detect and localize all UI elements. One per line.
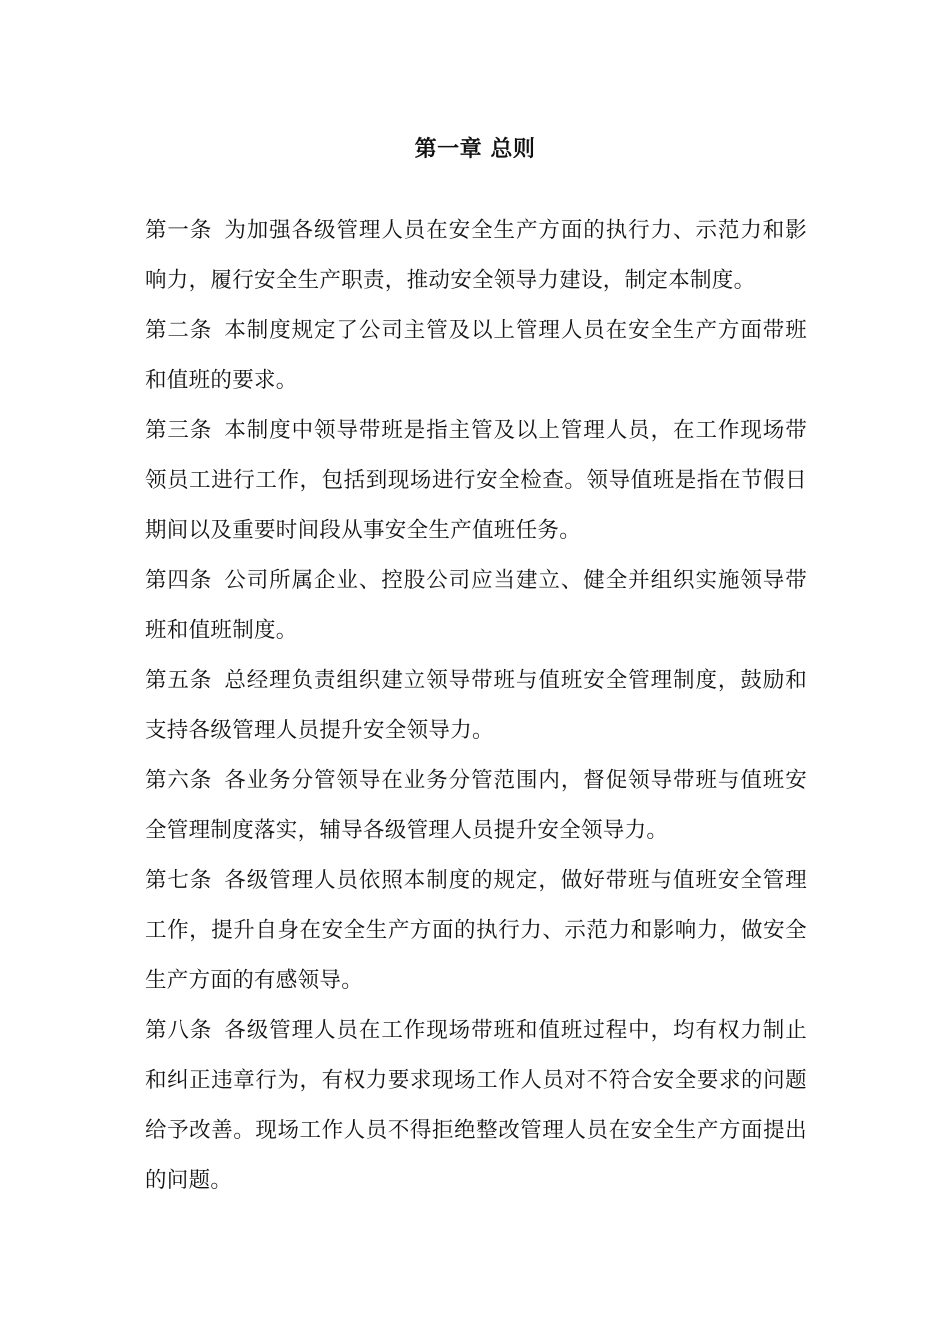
- article-text: 公司所属企业、控股公司应当建立、健全并组织实施领导带班和值班制度。: [145, 568, 807, 643]
- article-7: [145, 856, 807, 1006]
- article-text: 各级管理人员在工作现场带班和值班过程中，均有权力制止和纠正违章行为，有权力要求现场工作人员对不符合安全要求的问题给予改善。现场工作人员不得拒绝整改管理人员在安全生产方面提出的问题。: [145, 1018, 807, 1193]
- article-number: 第六条: [145, 768, 213, 793]
- article-2: [145, 306, 807, 406]
- article-text: 各级管理人员依照本制度的规定，做好带班与值班安全管理工作，提升自身在安全生产方面的执行力、示范力和影响力，做安全生产方面的有感领导。: [145, 868, 807, 993]
- article-number: 第四条: [145, 568, 213, 593]
- article-text: 本制度规定了公司主管及以上管理人员在安全生产方面带班和值班的要求。: [145, 318, 807, 393]
- article-number: 第二条: [145, 318, 213, 343]
- article-number: 第七条: [145, 868, 213, 893]
- article-text: 总经理负责组织建立领导带班与值班安全管理制度，鼓励和支持各级管理人员提升安全领导力。: [145, 668, 807, 743]
- document-body: [145, 206, 807, 1206]
- article-number: 第一条: [145, 218, 213, 243]
- article-number: 第八条: [145, 1018, 213, 1043]
- article-text: 本制度中领导带班是指主管及以上管理人员，在工作现场带领员工进行工作，包括到现场进行安全检查。领导值班是指在节假日期间以及重要时间段从事安全生产值班任务。: [145, 418, 807, 543]
- article-number: 第五条: [145, 668, 213, 693]
- article-text: 为加强各级管理人员在安全生产方面的执行力、示范力和影响力，履行安全生产职责，推动安全领导力建设，制定本制度。: [145, 218, 807, 293]
- article-5: [145, 656, 807, 756]
- chapter-title: 第一章 总则: [414, 137, 536, 162]
- article-8: [145, 1006, 807, 1206]
- article-4: [145, 556, 807, 656]
- article-3: [145, 406, 807, 556]
- article-1: [145, 206, 807, 306]
- article-number: 第三条: [145, 418, 213, 443]
- article-6: [145, 756, 807, 856]
- article-text: 各业务分管领导在业务分管范围内，督促领导带班与值班安全管理制度落实，辅导各级管理人员提升安全领导力。: [145, 768, 807, 843]
